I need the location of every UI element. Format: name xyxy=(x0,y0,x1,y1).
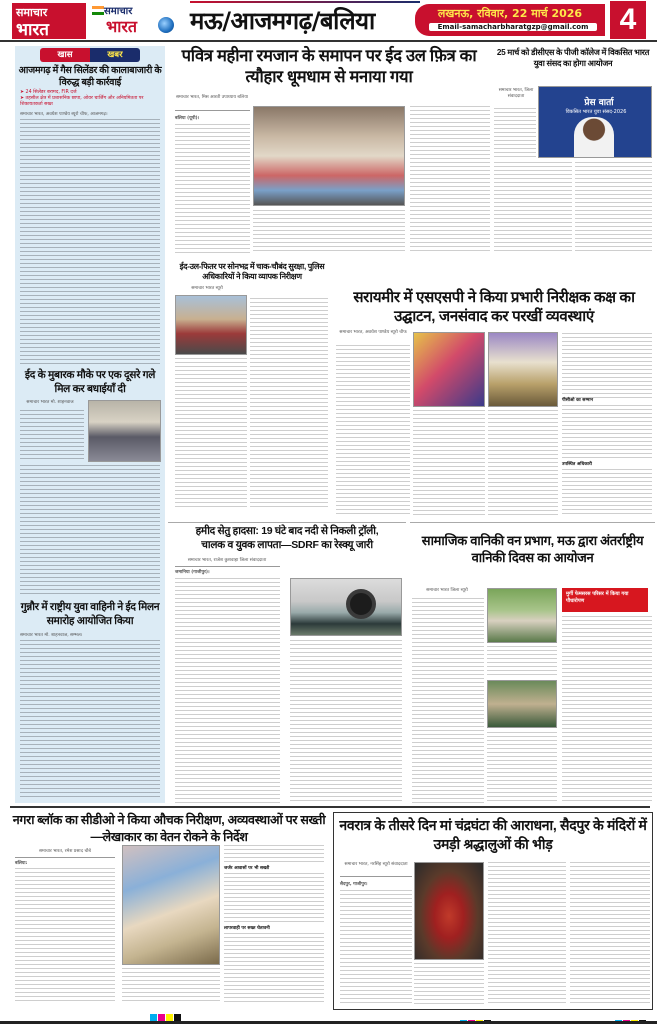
nagra-body-col3c xyxy=(224,933,324,1003)
edition-title: मऊ/आजमगढ़/बलिया xyxy=(190,7,375,35)
photo-subbanner: विकसित भारत युवा संसद-2026 xyxy=(565,109,627,115)
lead-byline: समाचार भारत, मिस आरती उपाध्याय बलिया xyxy=(176,95,248,100)
lead-dateline: बलिया (यूपी)। xyxy=(175,116,200,121)
goddess-chandraghanta-photo xyxy=(414,862,484,960)
navratri-dateline: सैदपुर, गाजीपुर। xyxy=(340,882,368,887)
story1-bullets xyxy=(20,90,162,108)
nagra-body-col3a xyxy=(224,845,324,863)
headline-forestry-day[interactable]: सामाजिक वानिकी वन प्रभाग, मऊ द्वारा अंतर्राष्ट्रीय वानिकी दिवस का आयोजन xyxy=(421,533,644,565)
navratri-body-col2 xyxy=(414,963,484,1005)
nagra-subhead-warning: लापरवाही पर सख्त चेतावनी xyxy=(224,926,270,931)
headline-hamid-setu[interactable] xyxy=(168,524,406,552)
nagra-body-col3b xyxy=(224,873,324,923)
lead-headline[interactable]: पवित्र महीना रमजान के समापन पर ईद उल फ़ित्र का त्यौहार धूमधाम से मनाया गया xyxy=(181,47,477,86)
lead-body-col1 xyxy=(175,124,250,254)
story2-body-continued xyxy=(20,465,160,595)
logo2-line1: समाचार xyxy=(104,6,133,17)
masthead-accent-line xyxy=(190,1,420,3)
headline-yuva-sansad[interactable]: 25 मार्च को डीसीएस के पीजी कॉलेज में विकसित भारत युवा संसद का होगा आयोजन xyxy=(496,48,650,68)
sarai-body-col2 xyxy=(413,410,485,515)
byline-divider xyxy=(175,110,250,111)
forestry-body-col1 xyxy=(412,598,484,803)
bullet-item: ➤ 24 सिलेंडर बरामद, FIR दर्ज xyxy=(20,90,162,96)
sarai-body-col4c xyxy=(562,469,652,517)
photo-banner: प्रेस वार्ता xyxy=(584,98,614,108)
bullet-item: ➤ तहसील क्षेत्र में प्रशासनिक छापा, ओवर चार्जिंग और अनियमितता पर शिकायतकर्ता सख्त xyxy=(20,96,162,108)
logo-line2: भारत xyxy=(16,20,49,40)
page-number: 4 xyxy=(610,1,646,39)
sarai-inauguration-photo xyxy=(413,332,485,407)
date-block xyxy=(415,4,605,36)
hamid-dateline: जमानिया (गाजीपुर)। xyxy=(175,570,210,575)
headline-sonbhadra-security[interactable]: ईद-उल-फितर पर सोनभद्र में चाक-चौबंद सुरक्षा, पुलिस अधिकारियों ने किया व्यापक निरीक्षण xyxy=(179,262,325,281)
secondary-logo xyxy=(90,3,185,39)
nagra-body-col2 xyxy=(122,968,220,1003)
khas-khabar-badge xyxy=(40,48,140,62)
sonbhadra-byline: समाचार भारत ब्यूरो xyxy=(191,286,223,291)
tractor-rescue-photo xyxy=(290,578,402,636)
sarai-subhead-officers: उपस्थित अधिकारी xyxy=(562,462,592,467)
byline-divider xyxy=(15,857,115,858)
story1-byline: समाचार भारत, अवधेश पाण्डेय ब्यूरो चीफ, आजमगढ़। xyxy=(20,112,108,117)
yuva-body-col1 xyxy=(494,162,572,254)
sarai-body-col1 xyxy=(336,345,410,515)
forestry-body-col3 xyxy=(562,616,652,803)
eid-celebration-photo xyxy=(253,106,405,206)
story3-body-text xyxy=(20,640,160,800)
sarai-ssp-photo xyxy=(488,332,558,407)
newspaper-logo xyxy=(12,3,86,39)
sarai-byline: समाचार भारत, अवधेश पाण्डेय ब्यूरो चीफ xyxy=(339,330,407,335)
hamid-headline-line2: चालक व युवक लापता—SDRF का रेस्क्यू जारी xyxy=(201,539,373,551)
badge-part1: खास xyxy=(40,48,90,62)
lead-body-col3 xyxy=(410,106,490,254)
sarai-subhead-pco: पीसीओ का सम्मान xyxy=(562,398,594,403)
publication-date: लखनऊ, रविवार, 22 मार्च 2026 xyxy=(437,7,583,20)
headline-navratri[interactable]: नवरात्र के तीसरे दिन मां चंद्रघंटा की आराधना, सैदपुर के मंदिरों में उमड़ी श्रद्धालुओं की भीड़ xyxy=(339,817,647,852)
sarai-body-col4b xyxy=(562,405,652,460)
forestry-byline: समाचार भारत जिला ब्यूरो xyxy=(426,588,468,593)
story1-body-text xyxy=(20,119,160,364)
hamid-byline: समाचार भारत, राजेश कुशवाहा जिला संवाददाता xyxy=(187,558,267,563)
hamid-headline-line1: हमीद सेतु हादसा: 19 घंटे बाद नदी से निकली ट्रॉली, xyxy=(195,525,379,537)
masthead xyxy=(0,0,657,42)
headline-eid-greetings[interactable]: ईद के मुबारक मौके पर एक दूसरे गले मिल कर बधाईयाँ दी xyxy=(24,369,156,395)
yuva-body-intro xyxy=(494,108,536,158)
story2-byline: समाचार भारत मो. शाहनवाज xyxy=(26,400,74,405)
sarai-body-col3 xyxy=(488,410,558,515)
navratri-body-col3 xyxy=(488,862,566,1005)
lead-body-col2 xyxy=(253,210,405,254)
nagra-byline: समाचार भारत, रमेश प्रसाद चौबे xyxy=(39,849,91,854)
byline-divider xyxy=(340,876,412,877)
yuva-byline: समाचार भारत, जिला संवाददाता xyxy=(498,88,534,99)
sonbhadra-police-photo xyxy=(175,295,247,355)
sonbhadra-body-col2 xyxy=(250,298,328,510)
plantation-photo-1 xyxy=(487,588,557,643)
flag-icon xyxy=(92,6,104,15)
section-divider xyxy=(168,522,406,523)
email-address[interactable]: Email-samacharbharatgzp@gmail.com xyxy=(429,23,597,31)
navratri-byline: समाचार भारत, नरसिंह ब्यूरो संवाददाता xyxy=(344,862,408,867)
nagra-subhead-jarjar: जर्जर आवासों पर भी सख्ती xyxy=(224,866,270,871)
headline-sarai-ssp[interactable]: सरायमीर में एसएसपी ने किया प्रभारी निरीक्षक कक्ष का उद्घाटन, जनसंवाद कर परखीं व्यवस्थाएं xyxy=(353,289,635,325)
forestry-callout-box: मुर्गी फेमसरस परिसर में किया गया पौधारोपण xyxy=(562,588,648,612)
story3-byline: समाचार भारत मो. शाहनवाज, सम्भल। xyxy=(20,633,83,638)
globe-icon xyxy=(158,17,174,33)
story2-body-text xyxy=(20,410,84,460)
navratri-body-col1 xyxy=(340,890,412,1005)
headline-gunnaur-eid-milan[interactable]: गुन्नौर में राष्ट्रीय युवा वाहिनी ने ईद मिलन समारोह आयोजित किया xyxy=(20,601,160,627)
plantation-photo-2 xyxy=(487,680,557,728)
tractor-wheel-shape xyxy=(346,589,376,619)
headline-gas-cylinder[interactable]: आजमगढ़ में गैस सिलेंडर की कालाबाजारी के विरुद्ध बड़ी कार्रवाई xyxy=(18,65,162,88)
sonbhadra-body-col1 xyxy=(175,358,247,508)
forestry-body-col2b xyxy=(487,732,557,803)
headline-nagra-cdo[interactable]: नगरा ब्लॉक का सीडीओ ने किया औचक निरीक्षण, अव्यवस्थाओं पर सख्ती—लेखाकार का वेतन रोकने के निर्देश xyxy=(12,813,326,844)
nagra-body-col1 xyxy=(15,868,115,1003)
logo-line1: समाचार xyxy=(16,6,48,19)
hamid-body-col2 xyxy=(290,640,402,803)
press-conference-photo xyxy=(538,86,652,158)
sarai-body-col4a xyxy=(562,333,652,398)
section-divider xyxy=(410,522,655,523)
logo2-line2: भारत xyxy=(106,17,138,36)
section-rule xyxy=(10,806,650,808)
hamid-body-col1 xyxy=(175,578,280,803)
cdo-inspection-photo xyxy=(122,845,220,965)
speaker-figure xyxy=(574,117,614,158)
nagra-dateline: बलिया: xyxy=(15,861,28,866)
yuva-body-col2 xyxy=(575,162,652,254)
forestry-body-col2a xyxy=(487,646,557,676)
badge-part2: खबर xyxy=(90,48,140,62)
byline-divider xyxy=(175,566,280,567)
eid-group-photo xyxy=(88,400,161,462)
navratri-body-col4 xyxy=(570,862,650,1005)
